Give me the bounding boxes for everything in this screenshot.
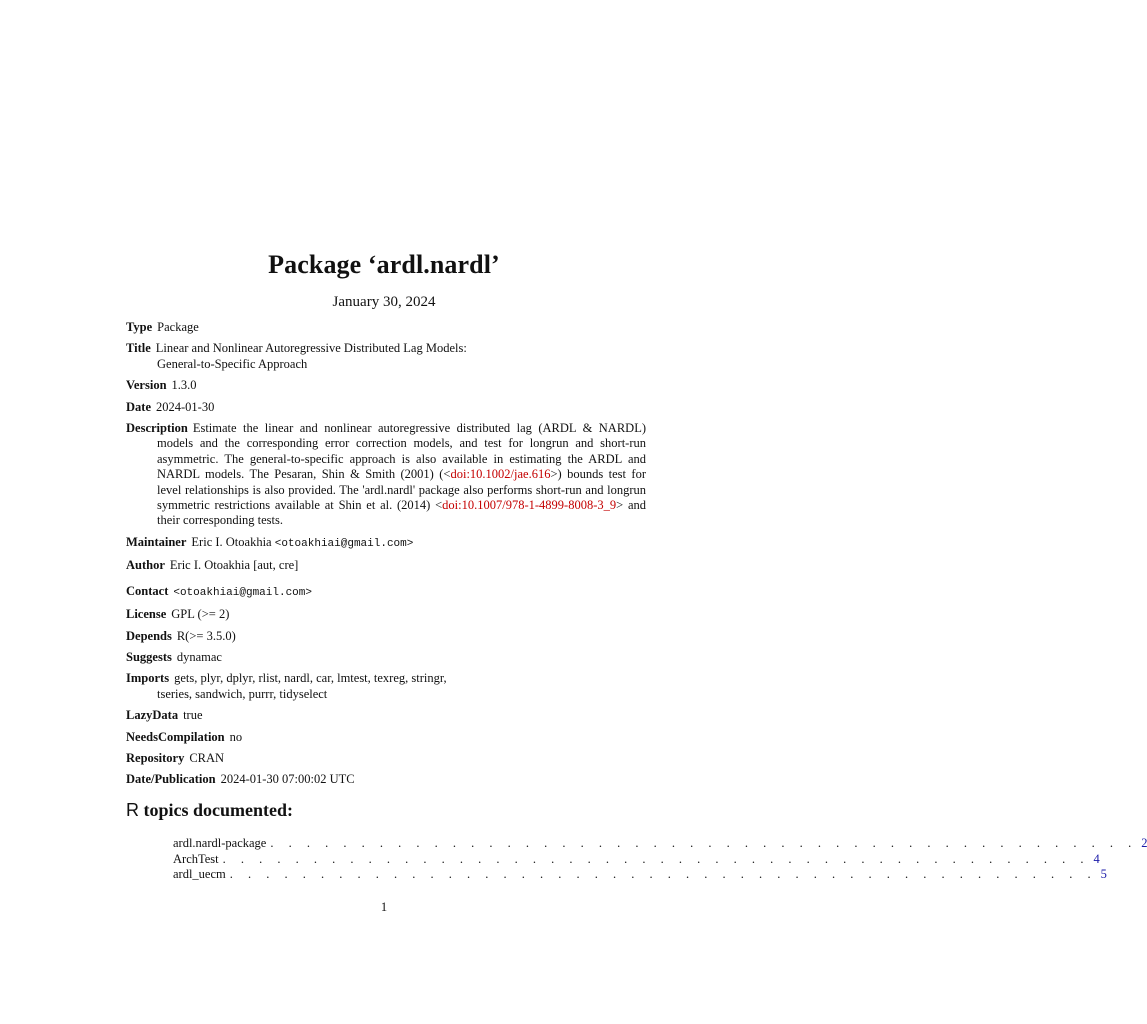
package-title: Package ‘ardl.nardl’: [268, 250, 500, 279]
field-depends: [126, 629, 646, 644]
toc-page-link[interactable]: 2: [1141, 836, 1147, 850]
field-value: R(>= 3.5.0): [176, 628, 236, 643]
field-value: true: [183, 708, 203, 723]
page-number: 1: [380, 900, 388, 914]
field-key: Description: [126, 421, 188, 436]
field-value: <otoakhiai@gmail.com>: [173, 586, 312, 599]
toc-entry-name[interactable]: ardl_uecm: [173, 867, 226, 882]
field-key: LazyData: [126, 708, 179, 723]
field-title: [126, 341, 646, 372]
field-key: Contact: [126, 583, 169, 598]
field-license: [126, 607, 646, 622]
toc-leader-dots: . . . . . . . . . . . . . . . . . . . . . . . . . . . . . . . . . . . . . . . . . . . . . . . .: [270, 836, 1138, 850]
field-value: Linear and Nonlinear Autoregressive Distributed Lag Models:: [155, 341, 467, 356]
package-date: January 30, 2024: [332, 294, 436, 310]
field-value: no: [229, 729, 243, 744]
r-label: R: [126, 800, 139, 820]
toc-entry[interactable]: [173, 851, 1100, 868]
field-description: [126, 421, 646, 529]
doi-link-1[interactable]: doi:10.1002/jae.616: [450, 467, 551, 482]
field-key: License: [126, 607, 167, 622]
toc-entry-name[interactable]: ArchTest: [173, 851, 219, 866]
table-of-contents: [173, 836, 1147, 883]
toc-page-link[interactable]: 4: [1093, 851, 1100, 866]
toc-entry[interactable]: [173, 836, 1147, 852]
maintainer-name: Eric I. Otoakhia: [191, 534, 272, 549]
field-key: Depends: [126, 628, 172, 643]
field-contact: [126, 584, 646, 601]
field-value: 1.3.0: [171, 378, 197, 393]
field-value-cont: tseries, sandwich, purrr, tidyselect: [157, 686, 328, 701]
field-lazydata: [126, 708, 646, 723]
field-key: Date: [126, 399, 151, 414]
toc-leader-dots: . . . . . . . . . . . . . . . . . . . . . . . . . . . . . . . . . . . . . . . . . . . . . . . .: [222, 851, 1090, 866]
field-datepublication: [126, 772, 646, 787]
field-key: Imports: [126, 671, 170, 686]
toc-entry[interactable]: [173, 867, 1107, 883]
field-value: gets, plyr, dplyr, rlist, nardl, car, lmtest, texreg, stringr,: [174, 671, 447, 686]
field-value: Eric I. Otoakhia [aut, cre]: [169, 558, 299, 573]
field-suggests: [126, 650, 646, 665]
toc-entry-name[interactable]: ardl.nardl-package: [173, 836, 267, 850]
field-needscompilation: [126, 730, 646, 745]
field-key: NeedsCompilation: [126, 729, 225, 744]
doi-link-2[interactable]: doi:10.1007/978-1-4899-8008-3_9: [442, 498, 617, 513]
field-value: 2024-01-30 07:00:02 UTC: [220, 772, 355, 787]
description-text: >) bounds test for level relationships is also provided. The 'ardl.nardl' package also performs short-run and longrun symmetric restrictions available at Shin et al. (2014) <: [157, 467, 646, 513]
field-type: [126, 320, 646, 335]
topics-heading: [126, 800, 293, 821]
field-author: [126, 558, 646, 573]
field-key: Type: [126, 320, 153, 334]
field-value: GPL (>= 2): [171, 607, 230, 622]
field-value: dynamac: [176, 649, 222, 664]
topics-heading-text: topics documented:: [143, 800, 293, 820]
maintainer-email: <otoakhiai@gmail.com>: [274, 537, 414, 550]
field-key: Maintainer: [126, 534, 187, 549]
field-key: Author: [126, 558, 165, 573]
field-key: Repository: [126, 750, 185, 765]
field-imports: [126, 671, 646, 702]
field-key: Suggests: [126, 649, 172, 664]
toc-page-link[interactable]: 5: [1100, 867, 1107, 882]
field-value-cont: General-to-Specific Approach: [157, 356, 308, 371]
field-version: [126, 378, 646, 393]
toc-leader-dots: . . . . . . . . . . . . . . . . . . . . . . . . . . . . . . . . . . . . . . . . . . . . . . . .: [229, 867, 1097, 882]
field-value: CRAN: [189, 750, 225, 765]
description-text: Estimate the linear and nonlinear autoregressive distributed lag (ARDL & NARDL) models and the corresponding error correction models, and test for longrun and short-run asymmetric. The general-to-specific approach is also available in estimating the ARDL and NARDL models. The Pesaran, Shin & Smith (2001) (<: [157, 421, 646, 482]
field-key: Title: [126, 341, 151, 356]
field-value: 2024-01-30: [156, 399, 215, 414]
description-fields: [126, 320, 646, 794]
description-text: > and their corresponding tests.: [157, 498, 646, 528]
field-value: Package: [157, 320, 199, 334]
field-repository: [126, 751, 646, 766]
field-maintainer: [126, 535, 646, 552]
field-key: Date/Publication: [126, 772, 216, 787]
field-key: Version: [126, 378, 167, 393]
field-date: [126, 400, 646, 415]
